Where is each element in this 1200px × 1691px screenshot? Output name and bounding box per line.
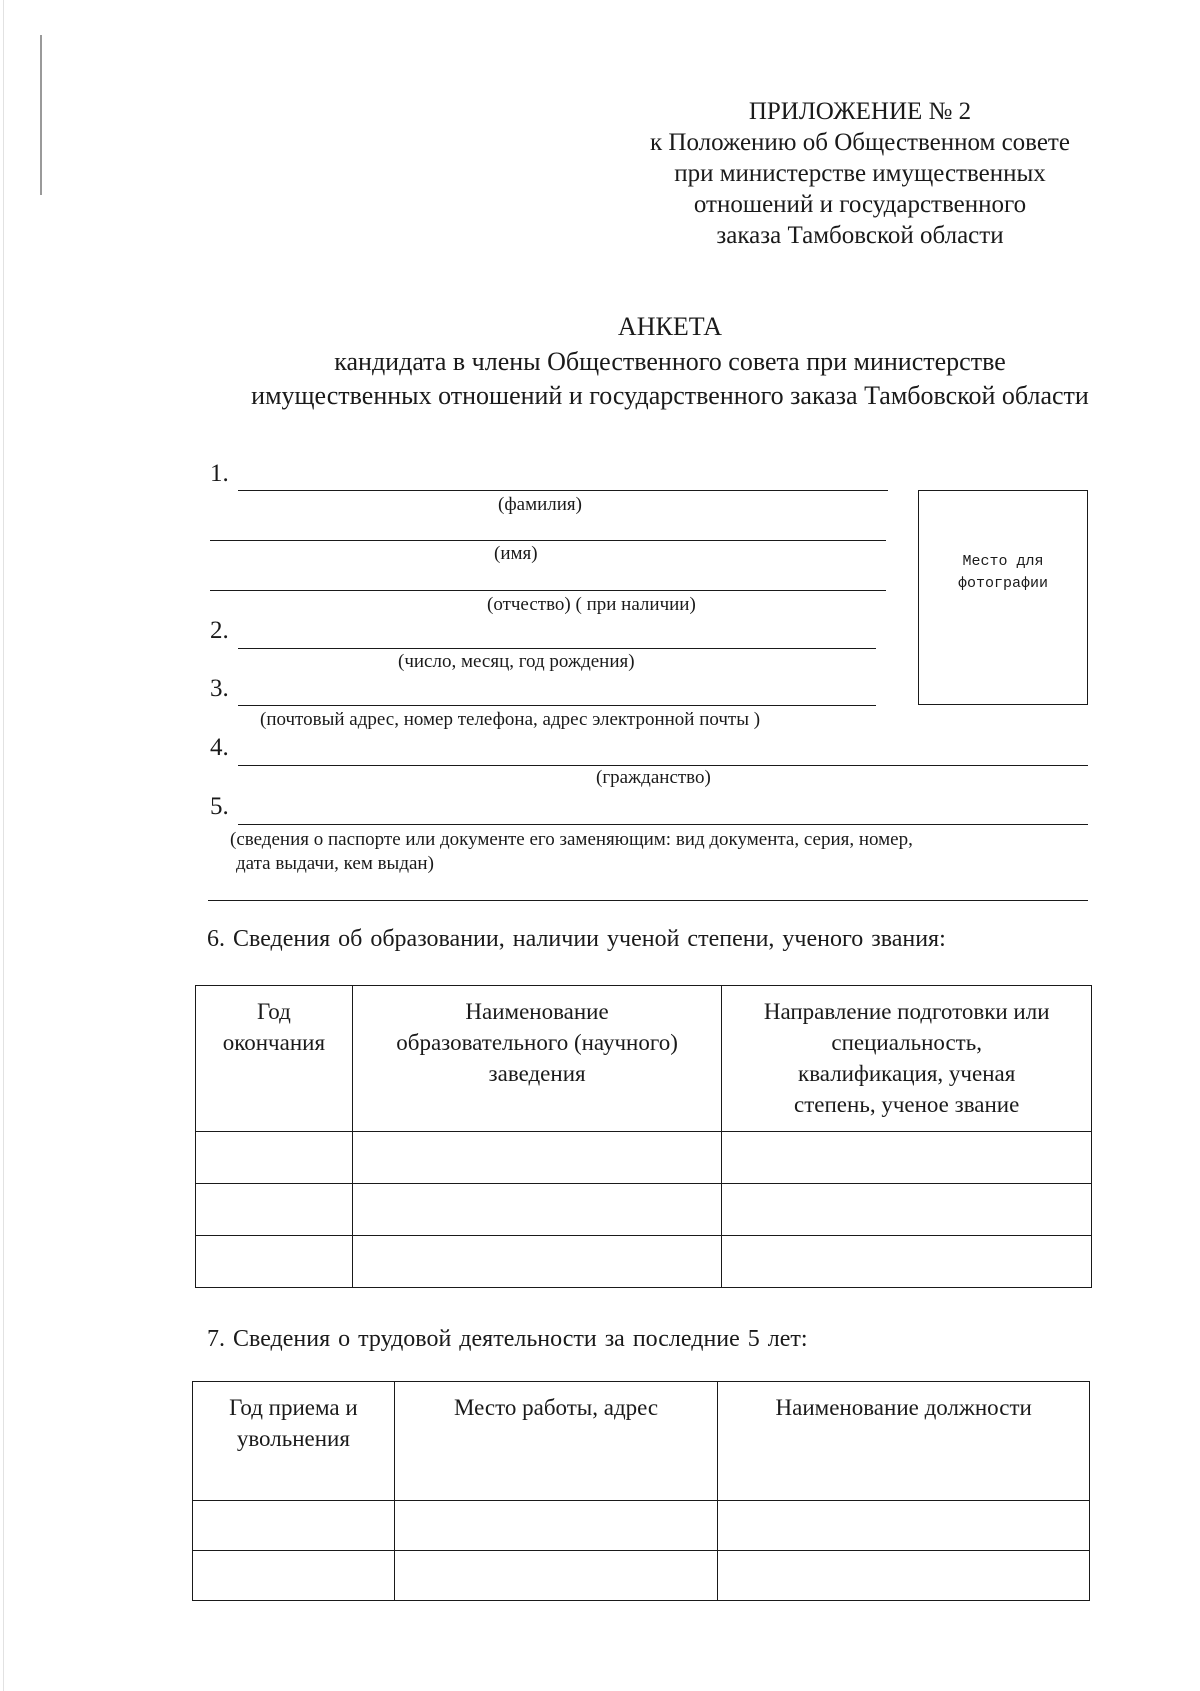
photo-placeholder	[918, 490, 1088, 705]
passport-extra-line[interactable]	[208, 900, 1088, 901]
scan-edge-faint	[3, 0, 4, 1691]
patronymic-caption: (отчество) ( при наличии)	[487, 594, 696, 615]
work-heading: 7. Сведения о трудовой деятельности за последние 5 лет:	[207, 1326, 808, 1352]
form-subtitle-line: имущественных отношений и государственного заказа Тамбовской области	[251, 381, 1089, 410]
header-text: специальность,	[831, 1030, 982, 1055]
surname-input-line[interactable]	[238, 490, 888, 491]
table-cell[interactable]	[722, 1236, 1092, 1288]
table-cell[interactable]	[394, 1551, 718, 1601]
work-col-place	[394, 1382, 718, 1501]
table-cell[interactable]	[718, 1551, 1090, 1601]
contacts-input-line[interactable]	[238, 705, 876, 706]
appendix-title: ПРИЛОЖЕНИЕ № 2	[748, 98, 972, 125]
header-text: увольнения	[236, 1426, 350, 1451]
table-cell[interactable]	[193, 1551, 395, 1601]
table-row	[196, 1236, 1092, 1288]
table-cell[interactable]	[352, 1184, 722, 1236]
header-text: Наименование должности	[775, 1395, 1032, 1420]
patronymic-input-line[interactable]	[210, 590, 886, 591]
birthdate-caption: (число, месяц, год рождения)	[398, 651, 635, 672]
passport-caption-continued: дата выдачи, кем выдан)	[236, 853, 434, 874]
passport-input-line[interactable]	[238, 824, 1088, 825]
name-input-line[interactable]	[210, 540, 886, 541]
table-cell[interactable]	[394, 1501, 718, 1551]
table-cell[interactable]	[352, 1236, 722, 1288]
citizenship-input-line[interactable]	[238, 765, 1088, 766]
table-cell[interactable]	[718, 1501, 1090, 1551]
table-cell[interactable]	[722, 1184, 1092, 1236]
header-text: образовательного (научного)	[396, 1030, 678, 1055]
photo-label-line: Место для	[962, 553, 1044, 570]
name-caption: (имя)	[494, 543, 538, 564]
header-text: Год	[256, 999, 291, 1024]
appendix-header	[560, 96, 1160, 251]
appendix-line: к Положению об Общественном совете	[650, 129, 1070, 156]
photo-label	[919, 551, 1087, 595]
table-row	[193, 1551, 1090, 1601]
table-row	[196, 1132, 1092, 1184]
table-cell[interactable]	[193, 1501, 395, 1551]
header-text: Год приема и	[229, 1395, 358, 1420]
field-number-3: 3.	[210, 675, 229, 702]
field-number-5: 5.	[210, 793, 229, 820]
appendix-line: заказа Тамбовской области	[716, 222, 1004, 249]
photo-label-line: фотографии	[957, 575, 1048, 592]
header-text: заведения	[488, 1061, 586, 1086]
education-col-year	[196, 986, 353, 1132]
education-table-header	[196, 986, 1092, 1132]
table-cell[interactable]	[196, 1236, 353, 1288]
table-cell[interactable]	[352, 1132, 722, 1184]
header-text: Наименование	[465, 999, 609, 1024]
field-number-2: 2.	[210, 617, 229, 644]
header-text: Направление подготовки или	[763, 999, 1050, 1024]
citizenship-caption: (гражданство)	[596, 767, 711, 788]
work-col-years	[193, 1382, 395, 1501]
header-text: квалификация, ученая	[798, 1061, 1016, 1086]
education-col-institution	[352, 986, 722, 1132]
work-table	[192, 1381, 1090, 1601]
table-cell[interactable]	[196, 1184, 353, 1236]
contacts-caption: (почтовый адрес, номер телефона, адрес электронной почты )	[260, 709, 761, 730]
field-number-4: 4.	[210, 734, 229, 761]
passport-caption: (сведения о паспорте или документе его заменяющим: вид документа, серия, номер,	[230, 829, 913, 850]
education-heading: 6. Сведения об образовании, наличии ученой степени, ученого звания:	[207, 926, 946, 952]
header-text: окончания	[222, 1030, 326, 1055]
form-subtitle-line: кандидата в члены Общественного совета при министерстве	[334, 347, 1006, 376]
header-text: Место работы, адрес	[453, 1395, 659, 1420]
table-cell[interactable]	[196, 1132, 353, 1184]
education-table	[195, 985, 1092, 1288]
table-row	[193, 1501, 1090, 1551]
surname-caption: (фамилия)	[498, 494, 582, 515]
appendix-line: отношений и государственного	[693, 191, 1027, 218]
field-number-1: 1.	[210, 460, 229, 487]
table-row	[196, 1184, 1092, 1236]
table-cell[interactable]	[722, 1132, 1092, 1184]
work-table-header	[193, 1382, 1090, 1501]
header-text: степень, ученое звание	[794, 1092, 1020, 1117]
education-col-specialty	[722, 986, 1092, 1132]
work-col-position	[718, 1382, 1090, 1501]
scan-edge-mark	[40, 35, 42, 195]
birthdate-input-line[interactable]	[238, 648, 876, 649]
form-title: АНКЕТА	[617, 312, 723, 341]
appendix-line: при министерстве имущественных	[674, 160, 1046, 187]
